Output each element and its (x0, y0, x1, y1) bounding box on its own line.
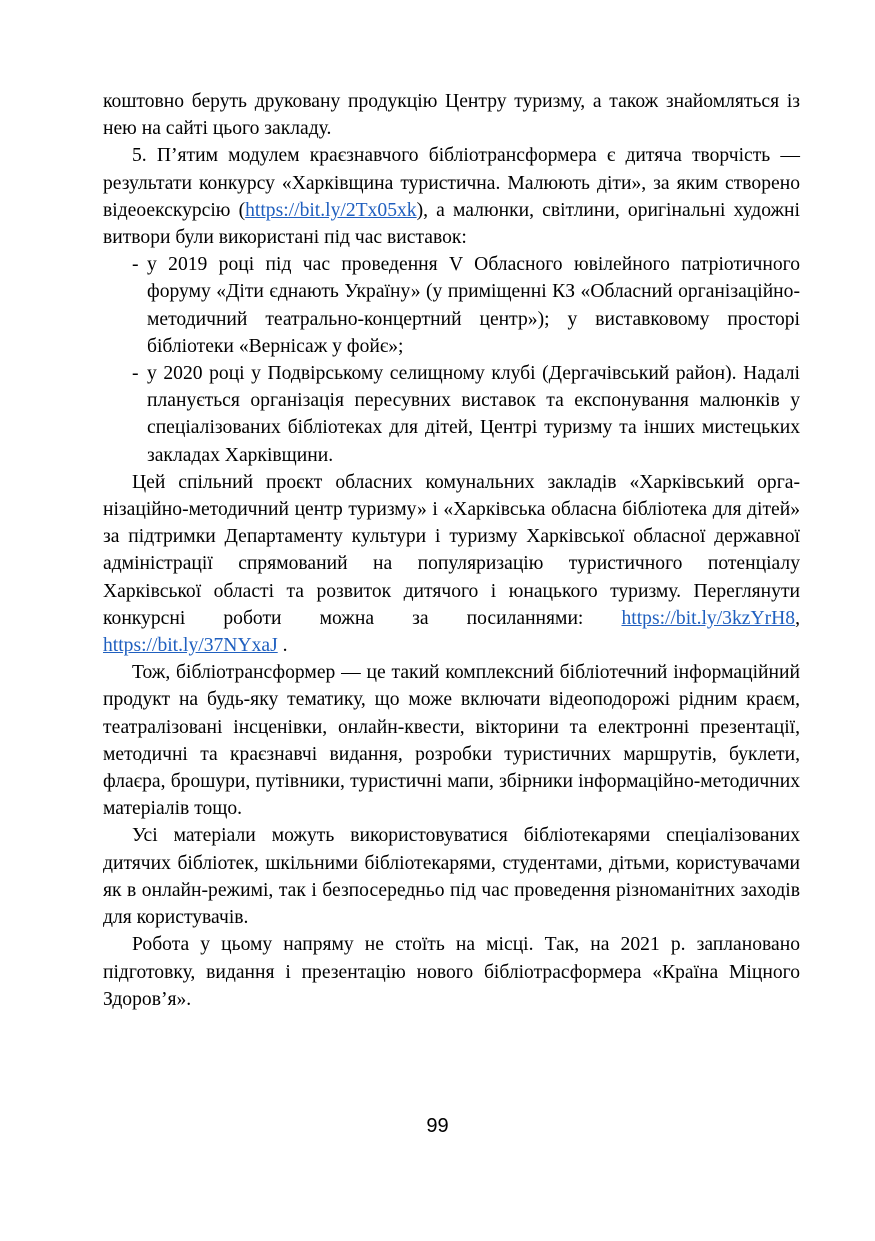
paragraph-joint-project-text: Цей спільний проєкт обласних комунальних закладів «Харківський організаційно-методичний центр туризму» і «Харківська обласна бібліотека для дітей» за підтримки Департаменту культури і туризму Харківської обласної державної адміністрації спрямований на популяризацію туристичного потенціалу Харківської області та розвиток дитячого і юнацького туризму. Переглянути конкурсні роботи можна за посиланнями: (103, 471, 800, 629)
paragraph-library-transformer: Тож, бібліотрансформер — це такий комплексний бібліотечний інформаційний продукт на будь-яку тематику, що може включати відеоподорожі рідним краєм, театралізовані інсценівки, онлайн-квести, вікторини та електронні презентації, методичні та краєзнавчі видання, розробки туристичних маршрутів, буклети, флаєра, брошури, путівники, туристичні мапи, збірники інформаційно-методичних матеріалів тощо. (103, 662, 800, 820)
link-separator: , (795, 607, 800, 629)
competition-works-link-2[interactable]: https://bit.ly/37NYxaJ (103, 635, 278, 657)
competition-works-link-1[interactable]: https://bit.ly/3kzYrH8 (621, 607, 796, 629)
list-item (103, 360, 800, 469)
list-item-text: у 2020 році у Подвірському селищному клубі (Дергачівський район). Надалі планується організація пересувних виставок та експонування малюнків у спеціалізованих бібліотеках для дітей, Центрі туризму та інших мистецьких закладах Харківщини. (147, 363, 800, 466)
video-excursion-link[interactable]: https://bit.ly/2Tx05xk (245, 199, 417, 221)
page-body (103, 88, 800, 1013)
page-number: 99 (426, 1115, 449, 1137)
paragraph-fifth-module-text-end: ), а малюнки, світлини, оригінальні художні витвори були використані під час виставок: (103, 199, 800, 249)
exhibitions-list (103, 251, 800, 469)
list-item (103, 251, 800, 360)
paragraph-joint-project (103, 469, 800, 659)
paragraph-fifth-module (103, 142, 800, 251)
paragraph-joint-project-end: . (277, 635, 288, 657)
bullet-dash: - (132, 254, 139, 276)
paragraph-continuation: коштовно беруть друковану продукцію Центру туризму, а також знайомляться із нею на сайті цього закладу. (103, 91, 800, 140)
bullet-dash: - (132, 363, 139, 385)
paragraph-materials-usage: Усі матеріали можуть використовуватися бібліотекарями спеціалізованих дитячих бібліотек, шкільними бібліотекарями, студентами, дітьми, користувачами як в онлайн-режимі, так і безпосередньо під час проведення різноманітних заходів для користувачів. (103, 825, 800, 929)
paragraph-fifth-module-text-start: 5. П’ятим модулем краєзнавчого бібліотрансформера є дитяча творчість — результати конкурсу «Харківщина туристична. Малюють діти», за яким створено відеоекскурсію ( (103, 145, 800, 221)
paragraph-future-plans: Робота у цьому напряму не стоїть на місці. Так, на 2021 р. заплановано підготовку, видання і презентацію нового бібліотрасформера «Країна Міцного Здоров’я». (103, 934, 800, 1010)
list-item-text: у 2019 році під час проведення V Обласного ювілейного патріотичного форуму «Діти єднають Україну» (у приміщенні КЗ «Обласний організаційно-методичний театрально-концертний центр»); у виставковому просторі бібліотеки «Вернісаж у фойє»; (147, 254, 800, 357)
